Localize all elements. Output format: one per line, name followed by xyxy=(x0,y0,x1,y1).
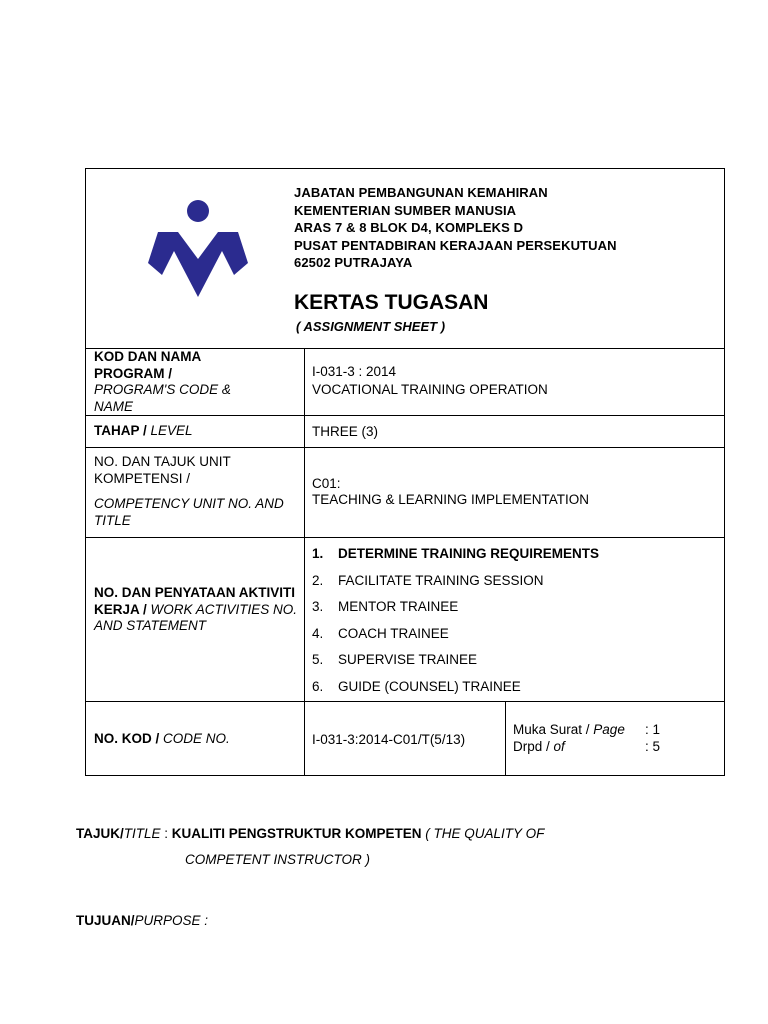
activities-row xyxy=(86,538,724,702)
program-value-cell xyxy=(305,348,724,415)
address-line: 62502 PUTRAJAYA xyxy=(294,255,413,270)
activity-item xyxy=(312,545,599,572)
address-line: JABATAN PEMBANGUNAN KEMAHIRAN xyxy=(294,185,548,200)
title-line xyxy=(76,825,544,842)
activities-label xyxy=(94,585,299,635)
code-row xyxy=(86,702,724,775)
page-info xyxy=(513,721,660,755)
unit-value-cell xyxy=(305,448,724,537)
activity-number: 1. xyxy=(312,546,324,561)
activity-number: 2. xyxy=(312,572,324,588)
activity-number: 6. xyxy=(312,678,324,694)
code-label-cell xyxy=(86,702,305,775)
total-pages: : 5 xyxy=(645,739,661,754)
activity-text: FACILITATE TRAINING SESSION xyxy=(338,572,544,588)
assignment-title: KUALITI PENGSTRUKTUR KOMPETEN xyxy=(171,826,422,841)
page-label: Muka Surat / xyxy=(513,722,594,737)
page-number: : 1 xyxy=(645,722,661,737)
unit-label-bold: NO. DAN TAJUK UNIT KOMPETENSI / xyxy=(94,454,231,486)
activity-item xyxy=(312,651,599,678)
program-name: VOCATIONAL TRAINING OPERATION xyxy=(312,382,548,397)
level-value-cell xyxy=(305,416,724,447)
assignment-title-italic: ( THE QUALITY OF xyxy=(421,826,545,841)
page-info-cell xyxy=(505,702,724,775)
program-label xyxy=(94,349,244,415)
page-line xyxy=(513,721,660,738)
activity-item xyxy=(312,678,599,705)
program-label-italic: PROGRAM'S CODE & NAME xyxy=(94,382,231,414)
ilp-logo-icon xyxy=(148,197,248,297)
address-line: ARAS 7 & 8 BLOK D4, KOMPLEKS D xyxy=(294,220,524,235)
address-line: KEMENTERIAN SUMBER MANUSIA xyxy=(294,202,517,218)
document-subtitle: ( ASSIGNMENT SHEET ) xyxy=(296,319,446,334)
activity-number: 3. xyxy=(312,599,324,615)
activity-item xyxy=(312,598,599,625)
activity-text: SUPERVISE TRAINEE xyxy=(338,652,478,668)
address-line: PUSAT PENTADBIRAN KERAJAAN PERSEKUTUAN xyxy=(294,237,617,253)
tujuan-label-bold: TUJUAN/ xyxy=(76,913,135,928)
activities-value-cell xyxy=(305,538,724,701)
program-label-cell xyxy=(86,348,305,415)
activity-item xyxy=(312,572,599,599)
of-label: Drpd / xyxy=(513,739,554,754)
code-value: I-031-3:2014-C01/T(5/13) xyxy=(312,732,466,747)
document-title: KERTAS TUGASAN xyxy=(294,291,489,314)
program-code: I-031-3 : 2014 xyxy=(312,364,397,379)
of-line xyxy=(513,738,660,755)
level-label-bold: TAHAP / xyxy=(94,423,147,438)
sheet-header xyxy=(86,169,724,349)
assignment-sheet-table xyxy=(85,168,725,776)
department-address xyxy=(294,184,617,272)
level-row xyxy=(86,416,724,448)
program-row xyxy=(86,348,724,416)
unit-label-cell xyxy=(86,448,305,537)
program-label-bold: KOD DAN NAMA PROGRAM / xyxy=(94,349,201,381)
of-label-italic: of xyxy=(553,739,565,754)
unit-code: C01: xyxy=(312,476,341,491)
code-label-bold: NO. KOD / xyxy=(94,731,160,746)
tajuk-label-italic: TITLE xyxy=(123,826,161,841)
activities-label-cell xyxy=(86,538,305,701)
activity-text: GUIDE (COUNSEL) TRAINEE xyxy=(338,678,521,694)
level-value: THREE (3) xyxy=(312,424,379,439)
activity-list xyxy=(312,545,599,705)
assignment-title-italic-cont: COMPETENT INSTRUCTOR ) xyxy=(185,852,370,867)
tajuk-separator: : xyxy=(160,826,172,841)
activity-item xyxy=(312,625,599,652)
code-value-cell xyxy=(305,702,724,775)
activity-number: 4. xyxy=(312,625,324,641)
level-label-italic: LEVEL xyxy=(150,423,193,438)
level-label-cell xyxy=(86,416,305,447)
tujuan-label-italic: PURPOSE : xyxy=(134,913,209,928)
level-label xyxy=(94,423,193,440)
unit-title: TEACHING & LEARNING IMPLEMENTATION xyxy=(312,492,590,507)
page-label-italic: Page xyxy=(593,722,625,737)
unit-label-italic: COMPETENCY UNIT NO. AND TITLE xyxy=(94,496,284,528)
code-label xyxy=(94,731,230,748)
activities-label-italic: WORK ACTIVITIES NO. AND STATEMENT xyxy=(94,601,298,633)
activity-number: 5. xyxy=(312,652,324,668)
purpose-line xyxy=(76,912,208,929)
unit-row xyxy=(86,448,724,538)
activity-text: COACH TRAINEE xyxy=(338,625,449,641)
activity-text: DETERMINE TRAINING REQUIREMENTS xyxy=(338,546,600,561)
code-label-italic: CODE NO. xyxy=(163,731,230,746)
activity-text: MENTOR TRAINEE xyxy=(338,599,459,615)
activities-label-bold: NO. DAN PENYATAAN AKTIVITI KERJA / xyxy=(94,585,296,617)
tajuk-label-bold: TAJUK/ xyxy=(76,826,124,841)
